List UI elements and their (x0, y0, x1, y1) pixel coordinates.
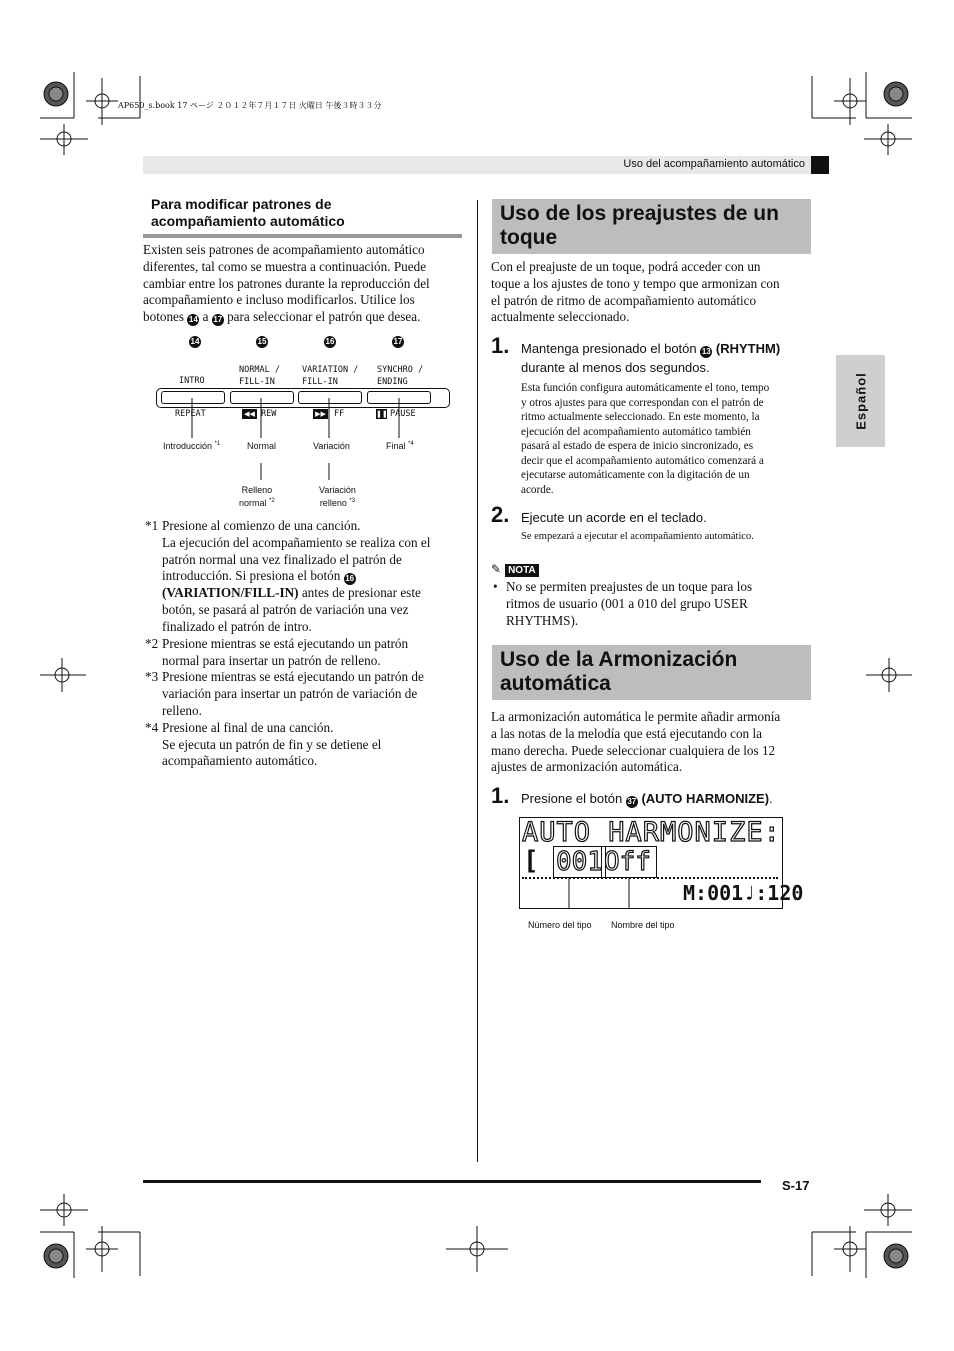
left-heading: Para modificar patrones de acompañamiento automático (151, 196, 345, 229)
panel-diagram (155, 332, 450, 512)
file-header: AP650_s.book 17 ページ ２０１２年７月１７日 火曜日 午後３時３３分 (118, 101, 382, 110)
footnote-3: *3 Presione mientras se está ejecutando un patrón de variación para insertar un patrón de variación de relleno. (145, 669, 424, 718)
leader-lines (155, 332, 450, 512)
running-header-block (811, 156, 829, 174)
running-header: Uso del acompañamiento automático (623, 158, 805, 170)
label-pause: PAUSE (390, 409, 416, 419)
label-rew: REW (261, 409, 277, 419)
step-2-number: 2. (491, 502, 510, 527)
lcd-bracket: [ (523, 846, 539, 876)
step-1-number: 1. (491, 333, 510, 358)
label-synchro-ending: SYNCHRO / ENDING (377, 365, 424, 387)
step-1-description: Esta función configura automáticamente el tono, tempo y otros ajustes para que correspondan con el patrón de ritmo actualmente seleccionado. En este momento, la ejecución del acompañamiento automático también pasará al estado de espera de inicio sincronizado, es decir que el acompañamiento automático comenzará a ejecutarse automáticamente con la digitación de un acorde. (521, 382, 770, 496)
button-number-37-icon: 37 (627, 797, 637, 806)
pause-icon: ❚❚ (376, 410, 388, 418)
label-ff: FF (334, 409, 345, 419)
step-3-text: Presione el botón 37 (AUTO HARMONIZE). (521, 791, 773, 806)
lcd-line-1: AUTO HARMONIZE: (522, 817, 781, 848)
language-tab: Español (836, 355, 885, 447)
section-heading-auto-harmonize: Uso de la Armonización automática (492, 645, 811, 700)
caption-intro: Introducción $^{*1}$ (163, 441, 221, 451)
section-heading-one-touch: Uso de los preajustes de un toque (492, 199, 811, 254)
caption-variacion-relleno: Variación relleno $^{*3}$ (319, 485, 356, 508)
lcd-measure: M:001♩:120 (683, 881, 804, 905)
step-3-number: 1. (491, 783, 510, 808)
lcd-leader-lines (560, 878, 660, 908)
auto-harmonize-intro: La armonización automática le permite añadir armonía a las notas de la melodía que está ejecutando con la mano derecha. Puede seleccionar cualquiera de los 12 ajustes de armonización automática. (491, 709, 781, 775)
left-intro: Existen seis patrones de acompañamiento automático diferentes, tal como se muestra a continuación. Puede cambiar entre los patrones durante la reproducción del acompañamiento e incluso modificarlos. Utilice los botones 14 a 17 para seleccionar el patrón que desea. (143, 242, 430, 325)
button-number-16-icon: 16 (345, 574, 355, 584)
num-17-icon: 17 (393, 337, 403, 346)
step-1-text: Mantenga presionado el botón 13 (RHYTHM) durante al menos dos segundos. (521, 341, 781, 375)
rewind-icon: ◀◀ (242, 409, 257, 419)
footnote-1: *1 Presione al comienzo de una canción. La ejecución del acompañamiento se realiza con el patrón normal una vez finalizado el patrón de introducción. Si presiona el botón 16 (VARIATION/FILL-IN) antes de presionar este botón, se pasará al patrón de variación una vez finalizado el patrón de intro. (145, 518, 431, 634)
page-number: S-17 (782, 1178, 810, 1193)
caption-variation: Variación (313, 441, 350, 451)
column-divider (477, 200, 478, 1162)
step-2-text: Ejecute un acorde en el teclado. (521, 510, 707, 525)
step-2-description: Se empezará a ejecutar el acompañamiento automático. (521, 531, 754, 542)
num-14-icon: 14 (190, 337, 200, 346)
caption-type-name: Nombre del tipo (611, 920, 675, 930)
caption-final: Final $^{*4}$ (386, 441, 414, 451)
footnote-2: *2 Presione mientras se está ejecutando un patrón normal para insertar un patrón de relleno. (145, 635, 409, 668)
caption-relleno-normal: Relleno normal $^{*2}$ (239, 485, 275, 508)
caption-type-number: Número del tipo (528, 920, 592, 930)
button-number-17-icon: 17 (213, 315, 223, 325)
button-number-14-icon: 14 (188, 315, 198, 325)
fast-forward-icon: ▶▶ (313, 409, 328, 419)
pencil-icon: ✎ (491, 562, 502, 576)
label-intro: INTRO (179, 376, 205, 386)
footer-rule (143, 1180, 761, 1183)
label-repeat: REPEAT (175, 409, 206, 419)
caption-normal: Normal (247, 441, 277, 451)
lcd-type-name: Off (601, 846, 657, 878)
num-16-icon: 16 (325, 337, 335, 346)
lcd-type-number: 001 (553, 846, 606, 878)
one-touch-intro: Con el preajuste de un toque, podrá acceder con un toque a los ajustes de tono y tempo que armonizan con el patrón de ritmo de acompañamiento automático actualmente seleccionado. (491, 259, 780, 325)
left-heading-rule (143, 234, 462, 238)
note-block (491, 560, 539, 578)
note-text: • No se permiten preajustes de un toque para los ritmos de usuario (001 a 010 del grupo USER RHYTHMS). (493, 579, 753, 628)
footnotes (145, 518, 465, 770)
note-label: NOTA (505, 564, 539, 577)
num-15-icon: 15 (257, 337, 267, 346)
label-variation-fillin: VARIATION / FILL-IN (302, 365, 359, 387)
button-number-13-icon: 13 (701, 347, 711, 356)
label-normal-fillin: NORMAL / FILL-IN (239, 365, 280, 387)
footnote-4: *4 Presione al final de una canción. Se ejecuta un patrón de fin y se detiene el acompañamiento automático. (145, 719, 382, 769)
